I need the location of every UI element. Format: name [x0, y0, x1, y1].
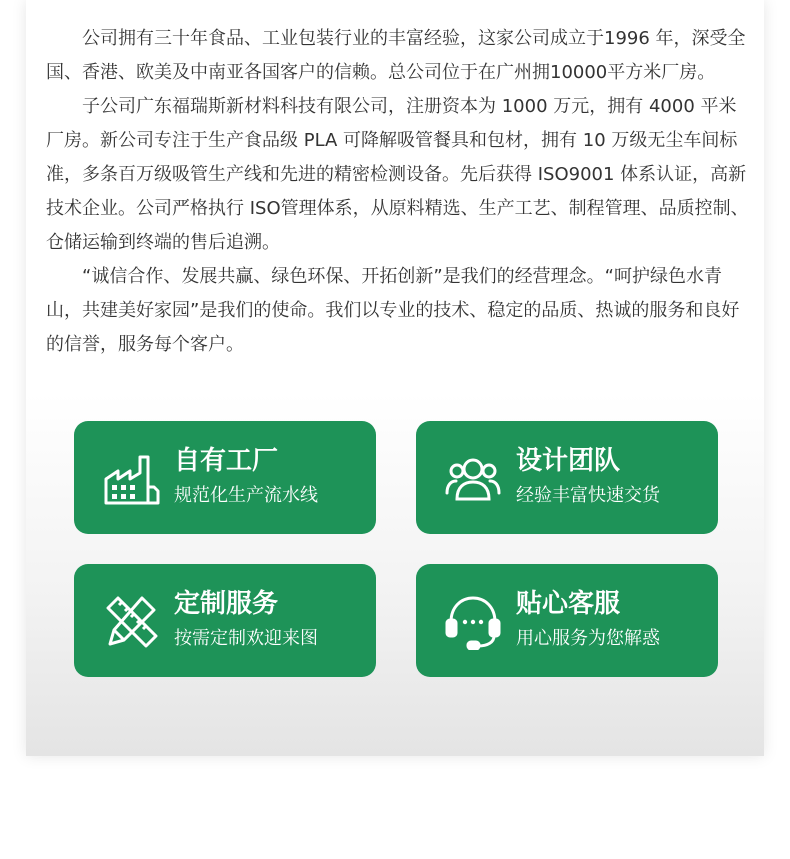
intro-paragraph-2: 子公司广东福瑞斯新材料科技有限公司，注册资本为 1000 万元，拥有 4000 平米厂房。新公司专注于生产食品级 PLA 可降解吸管餐具和包材，拥有 10 万级无尘车间标准，多条百万级吸管生产线和先进的精密检测设备。先后获得 ISO9001 体系认证，高新技术企业。公司严格执行 ISO管理体系，从原料精选、生产工艺、制程管理、品质控制、仓储运输到终端的售后追溯。 — [46, 96, 749, 253]
card-title: 贴心客服 — [516, 589, 621, 619]
pencil-ruler-icon — [102, 592, 160, 650]
intro-paragraph-3: “诚信合作、发展共赢、绿色环保、开拓创新”是我们的经营理念。“呵护绿色水青山，共建美好家园”是我们的使命。我们以专业的技术、稳定的品质、热诚的服务和良好的信誉，服务每个客户。 — [46, 266, 740, 355]
card-subtitle: 经验丰富快速交货 — [516, 485, 660, 506]
company-intro — [46, 22, 752, 362]
team-icon — [444, 449, 502, 507]
card-subtitle: 按需定制欢迎来图 — [174, 628, 318, 649]
card-title: 自有工厂 — [174, 446, 279, 476]
card-subtitle: 用心服务为您解惑 — [516, 628, 660, 649]
feature-card-team — [416, 421, 718, 534]
card-subtitle: 规范化生产流水线 — [174, 485, 318, 506]
card-title: 定制服务 — [174, 589, 279, 619]
feature-card-custom — [74, 564, 376, 677]
card-title: 设计团队 — [516, 446, 621, 476]
feature-card-factory — [74, 421, 376, 534]
feature-card-service — [416, 564, 718, 677]
headset-icon — [444, 592, 502, 650]
factory-icon — [102, 449, 160, 507]
intro-paragraph-1: 公司拥有三十年食品、工业包装行业的丰富经验，这家公司成立于1996 年，深受全国、香港、欧美及中南亚各国客户的信赖。总公司位于在广州拥10000平方米厂房。 — [46, 28, 746, 83]
